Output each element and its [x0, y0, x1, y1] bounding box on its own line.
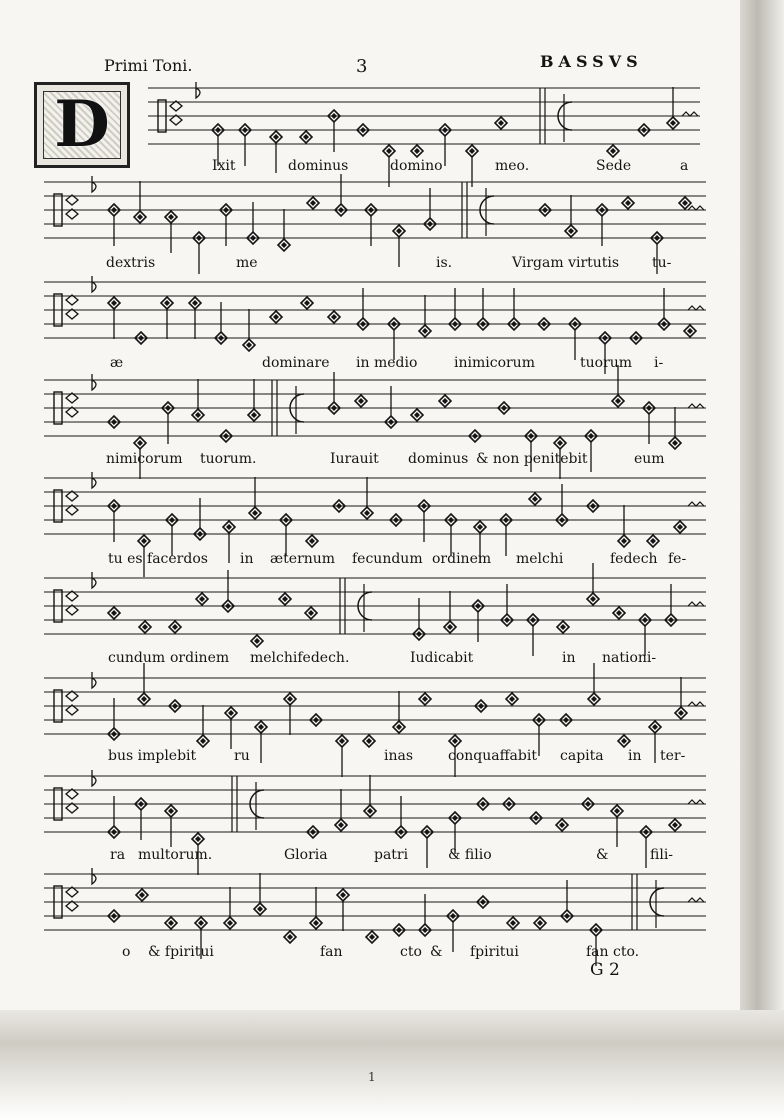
lyric-word: meo.	[495, 158, 530, 174]
note-fill	[111, 300, 117, 306]
lyric-word: a	[680, 158, 689, 174]
custos-icon	[688, 800, 704, 804]
signature-mark: G 2	[590, 960, 620, 980]
note-fill	[593, 927, 599, 933]
note-fill	[388, 419, 394, 425]
note-fill	[650, 538, 656, 544]
note-fill	[564, 913, 570, 919]
flat-sign-icon	[92, 176, 96, 192]
note-fill	[472, 433, 478, 439]
note-fill	[246, 342, 252, 348]
lyric-word: tu es facerdos	[108, 551, 208, 567]
lyric-word: ru	[234, 748, 250, 764]
clef-diamond-icon	[66, 295, 78, 319]
note-fill	[331, 113, 337, 119]
lyric-word: bus implebit	[108, 748, 197, 764]
footer-mark: 1	[368, 1070, 376, 1084]
note-fill	[141, 538, 147, 544]
note-fill	[252, 510, 258, 516]
note-fill	[560, 624, 566, 630]
note-fill	[360, 321, 366, 327]
lyric-word: i-	[654, 355, 664, 371]
lyric-word: Sede	[596, 158, 632, 174]
custos-icon	[682, 112, 698, 116]
note-fill	[215, 127, 221, 133]
lyric-word: tu-	[652, 255, 672, 271]
custos-icon	[688, 602, 704, 606]
note-fill	[386, 148, 392, 154]
note-fill	[602, 335, 608, 341]
custos-icon	[688, 702, 704, 706]
lyric-word: nationi-	[602, 650, 657, 666]
custos-icon	[688, 404, 704, 408]
note-fill	[532, 496, 538, 502]
note-fill	[254, 638, 260, 644]
note-fill	[568, 228, 574, 234]
note-fill	[331, 314, 337, 320]
note-fill	[310, 200, 316, 206]
note-fill	[223, 433, 229, 439]
lyric-word: fedech	[610, 551, 658, 567]
note-fill	[287, 696, 293, 702]
note-fill	[599, 207, 605, 213]
flat-sign-icon	[92, 770, 96, 786]
note-fill	[557, 440, 563, 446]
note-fill	[559, 822, 565, 828]
note-fill	[137, 214, 143, 220]
note-fill	[393, 517, 399, 523]
note-fill	[591, 696, 597, 702]
note-fill	[339, 738, 345, 744]
note-fill	[442, 398, 448, 404]
note-fill	[572, 321, 578, 327]
note-fill	[590, 596, 596, 602]
lyric-word: Gloria	[284, 847, 328, 863]
note-fill	[480, 899, 486, 905]
lyric-word: dominare	[262, 355, 330, 371]
lyric-word: &	[430, 944, 443, 960]
lyric-word: capita	[560, 748, 604, 764]
note-fill	[111, 419, 117, 425]
note-fill	[137, 440, 143, 446]
note-fill	[421, 503, 427, 509]
note-fill	[614, 808, 620, 814]
note-fill	[416, 631, 422, 637]
note-fill	[338, 207, 344, 213]
note-fill	[501, 405, 507, 411]
note-fill	[469, 148, 475, 154]
note-fill	[625, 200, 631, 206]
lyric-word: cto	[400, 944, 422, 960]
note-fill	[225, 603, 231, 609]
note-fill	[621, 538, 627, 544]
note-fill	[368, 207, 374, 213]
note-fill	[111, 913, 117, 919]
clef-diamond-icon	[66, 195, 78, 219]
note-fill	[678, 710, 684, 716]
note-fill	[687, 328, 693, 334]
note-fill	[165, 405, 171, 411]
flat-sign-icon	[92, 276, 96, 292]
lyric-word: æ	[110, 355, 124, 371]
lyric-word: melchifedech.	[250, 650, 350, 666]
note-fill	[452, 815, 458, 821]
note-fill	[242, 127, 248, 133]
lyric-word: Ixit	[212, 158, 236, 174]
lyric-word: fe-	[668, 551, 687, 567]
note-fill	[364, 510, 370, 516]
note-fill	[652, 724, 658, 730]
note-fill	[340, 892, 346, 898]
note-fill	[139, 892, 145, 898]
clef-diamond-icon	[66, 591, 78, 615]
flat-sign-icon	[92, 672, 96, 688]
note-fill	[422, 696, 428, 702]
note-fill	[360, 127, 366, 133]
note-fill	[427, 221, 433, 227]
lyric-word: fan	[320, 944, 343, 960]
lyric-word: tuorum.	[200, 451, 257, 467]
note-fill	[422, 927, 428, 933]
note-fill	[310, 829, 316, 835]
lyric-word: &	[596, 847, 609, 863]
note-fill	[250, 235, 256, 241]
note-fill	[358, 398, 364, 404]
clef-diamond-icon	[66, 691, 78, 715]
note-fill	[414, 148, 420, 154]
note-fill	[396, 724, 402, 730]
note-fill	[303, 134, 309, 140]
note-fill	[287, 934, 293, 940]
note-fill	[223, 207, 229, 213]
note-fill	[480, 801, 486, 807]
note-fill	[281, 242, 287, 248]
note-fill	[369, 934, 375, 940]
note-fill	[111, 829, 117, 835]
note-fill	[196, 235, 202, 241]
initial-letter: D	[54, 87, 110, 162]
note-fill	[537, 920, 543, 926]
lyric-word: o	[122, 944, 131, 960]
lyric-word: tuorum	[580, 355, 633, 371]
note-fill	[331, 405, 337, 411]
lyric-word: in	[240, 551, 254, 567]
note-fill	[530, 617, 536, 623]
note-fill	[672, 822, 678, 828]
note-fill	[192, 300, 198, 306]
tone-heading: Primi Toni.	[104, 56, 193, 75]
note-fill	[503, 517, 509, 523]
note-fill	[199, 596, 205, 602]
custos-icon	[688, 206, 704, 210]
lyric-word: Iudicabit	[410, 650, 474, 666]
note-fill	[588, 433, 594, 439]
note-fill	[169, 517, 175, 523]
lyric-word: dextris	[106, 255, 156, 271]
lyric-word: dominus	[288, 158, 349, 174]
note-fill	[506, 801, 512, 807]
note-fill	[533, 815, 539, 821]
note-fill	[282, 596, 288, 602]
note-fill	[633, 335, 639, 341]
note-fill	[195, 412, 201, 418]
note-fill	[422, 328, 428, 334]
note-fill	[218, 335, 224, 341]
voice-heading: BASSVS	[540, 52, 643, 71]
lyric-word: dominus	[408, 451, 469, 467]
note-fill	[138, 335, 144, 341]
clef-diamond-icon	[66, 491, 78, 515]
note-fill	[141, 696, 147, 702]
note-fill	[168, 920, 174, 926]
note-fill	[452, 321, 458, 327]
lyric-word: is.	[436, 255, 453, 271]
custos-icon	[688, 502, 704, 506]
note-fill	[641, 127, 647, 133]
note-fill	[616, 610, 622, 616]
note-fill	[654, 235, 660, 241]
note-fill	[509, 696, 515, 702]
page-number: 3	[356, 56, 368, 77]
note-fill	[367, 808, 373, 814]
note-fill	[313, 717, 319, 723]
clef-diamond-icon	[66, 789, 78, 813]
lyric-word: & fpiritui	[148, 944, 214, 960]
flat-sign-icon	[196, 82, 200, 98]
lyric-word: in	[628, 748, 642, 764]
note-fill	[541, 321, 547, 327]
note-fill	[396, 927, 402, 933]
note-fill	[536, 717, 542, 723]
note-fill	[615, 398, 621, 404]
flat-sign-icon	[92, 374, 96, 390]
lyric-word: fecundum	[352, 551, 423, 567]
note-fill	[621, 738, 627, 744]
lyric-word: eum	[634, 451, 665, 467]
note-fill	[273, 134, 279, 140]
note-fill	[164, 300, 170, 306]
lyric-word: multorum.	[138, 847, 213, 863]
note-fill	[528, 433, 534, 439]
lyric-word: domino	[390, 158, 443, 174]
note-fill	[677, 524, 683, 530]
note-fill	[168, 808, 174, 814]
note-fill	[197, 531, 203, 537]
note-fill	[195, 836, 201, 842]
note-fill	[672, 440, 678, 446]
note-fill	[642, 617, 648, 623]
note-fill	[168, 214, 174, 220]
note-fill	[563, 717, 569, 723]
note-fill	[682, 200, 688, 206]
flat-sign-icon	[92, 868, 96, 884]
lyric-word: fili-	[650, 847, 674, 863]
lyric-word: me	[236, 255, 258, 271]
note-fill	[559, 517, 565, 523]
lyric-word: æternum	[270, 551, 336, 567]
note-fill	[511, 321, 517, 327]
note-fill	[257, 906, 263, 912]
note-fill	[309, 538, 315, 544]
lyric-word: cundum	[108, 650, 166, 666]
clef-diamond-icon	[66, 887, 78, 911]
note-fill	[366, 738, 372, 744]
note-fill	[172, 624, 178, 630]
lyric-word: in	[562, 650, 576, 666]
note-fill	[228, 710, 234, 716]
note-fill	[585, 801, 591, 807]
lyric-word: Iurauit	[330, 451, 379, 467]
note-fill	[478, 703, 484, 709]
custos-icon	[688, 898, 704, 902]
note-fill	[308, 610, 314, 616]
note-fill	[273, 314, 279, 320]
note-fill	[258, 724, 264, 730]
lyric-word: ordinem	[170, 650, 230, 666]
note-fill	[668, 617, 674, 623]
note-fill	[424, 829, 430, 835]
note-fill	[142, 624, 148, 630]
note-fill	[200, 738, 206, 744]
note-fill	[338, 822, 344, 828]
note-fill	[610, 148, 616, 154]
note-fill	[111, 610, 117, 616]
lyric-word: melchi	[516, 551, 564, 567]
flat-sign-icon	[92, 472, 96, 488]
lyric-word: nimicorum	[106, 451, 183, 467]
note-fill	[670, 120, 676, 126]
note-fill	[138, 801, 144, 807]
note-fill	[283, 517, 289, 523]
note-fill	[226, 524, 232, 530]
note-fill	[111, 731, 117, 737]
note-fill	[498, 120, 504, 126]
note-fill	[227, 920, 233, 926]
note-fill	[448, 517, 454, 523]
clef-diamond-icon	[66, 393, 78, 417]
note-fill	[542, 207, 548, 213]
lyric-word: fpiritui	[470, 944, 519, 960]
note-fill	[198, 920, 204, 926]
lyric-word: fan cto.	[586, 944, 640, 960]
lyric-word: ra	[110, 847, 126, 863]
lyric-word: patri	[374, 847, 409, 863]
note-fill	[304, 300, 310, 306]
flat-sign-icon	[92, 572, 96, 588]
custos-icon	[688, 306, 704, 310]
note-fill	[661, 321, 667, 327]
note-fill	[111, 207, 117, 213]
note-fill	[391, 321, 397, 327]
lyric-word: Virgam virtutis	[512, 255, 620, 271]
note-fill	[442, 127, 448, 133]
note-fill	[646, 405, 652, 411]
note-fill	[643, 829, 649, 835]
note-fill	[414, 412, 420, 418]
note-fill	[336, 503, 342, 509]
note-fill	[504, 617, 510, 623]
note-fill	[510, 920, 516, 926]
note-fill	[313, 920, 319, 926]
lyric-word: & non penitebit	[476, 451, 588, 467]
note-fill	[477, 524, 483, 530]
note-fill	[450, 913, 456, 919]
lyric-word: conquaffabit	[448, 748, 537, 764]
note-fill	[452, 738, 458, 744]
note-fill	[590, 503, 596, 509]
note-fill	[475, 603, 481, 609]
note-fill	[251, 412, 257, 418]
note-fill	[172, 703, 178, 709]
note-fill	[396, 228, 402, 234]
note-fill	[111, 503, 117, 509]
lyric-word: in medio	[356, 355, 418, 371]
lyric-word: inimicorum	[454, 355, 535, 371]
lyric-word: & filio	[448, 847, 492, 863]
note-fill	[480, 321, 486, 327]
clef-diamond-icon	[170, 101, 182, 125]
note-fill	[447, 624, 453, 630]
lyric-word: ter-	[660, 748, 686, 764]
note-fill	[398, 829, 404, 835]
lyric-word: ordinem	[432, 551, 492, 567]
lyric-word: inas	[384, 748, 414, 764]
